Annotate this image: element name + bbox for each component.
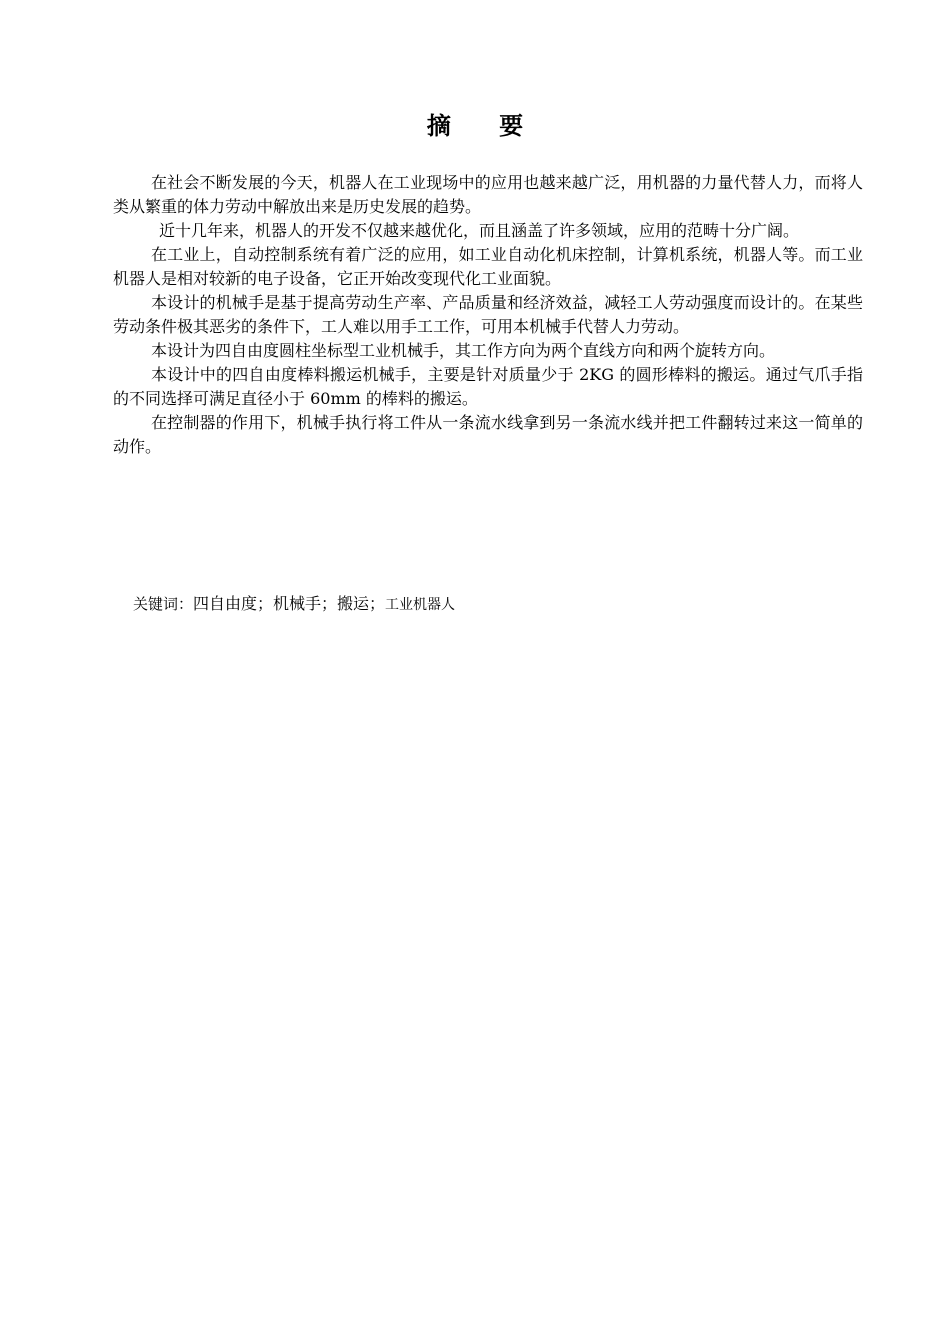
abstract-paragraph-1: 在社会不断发展的今天，机器人在工业现场中的应用也越来越广泛，用机器的力量代替人力，而将人类从繁重的体力劳动中解放出来是历史发展的趋势。 [113,173,863,216]
abstract-paragraph-6: 本设计中的四自由度棒料搬运机械手，主要是针对质量少于 2KG 的圆形棒料的搬运。通过气爪手指的不同选择可满足直径小于 60mm 的棒料的搬运。 [113,365,863,408]
keywords-label: 关键词： [133,595,194,613]
keywords-items: 四自由度；机械手；搬运； [193,594,386,613]
abstract-body [113,171,863,459]
keywords-line [133,592,833,617]
abstract-title: 摘 要 [426,112,544,140]
abstract-paragraph-7: 在控制器的作用下，机械手执行将工件从一条流水线拿到另一条流水线并把工件翻转过来这一简单的动作。 [113,413,863,456]
keywords-last-item: 工业机器人 [385,597,456,613]
abstract-paragraph-3: 在工业上，自动控制系统有着广泛的应用，如工业自动化机床控制，计算机系统，机器人等。而工业机器人是相对较新的电子设备，它正开始改变现代化工业面貌。 [113,245,863,288]
abstract-paragraph-5: 本设计为四自由度圆柱坐标型工业机械手，其工作方向为两个直线方向和两个旋转方向。 [151,341,776,360]
abstract-paragraph-2: 近十几年来，机器人的开发不仅越来越优化，而且涵盖了许多领域，应用的范畴十分广阔。 [159,221,800,240]
abstract-paragraph-4: 本设计的机械手是基于提高劳动生产率、产品质量和经济效益，减轻工人劳动强度而设计的。在某些劳动条件极其恶劣的条件下，工人难以用手工工作，可用本机械手代替人力劳动。 [113,293,863,336]
